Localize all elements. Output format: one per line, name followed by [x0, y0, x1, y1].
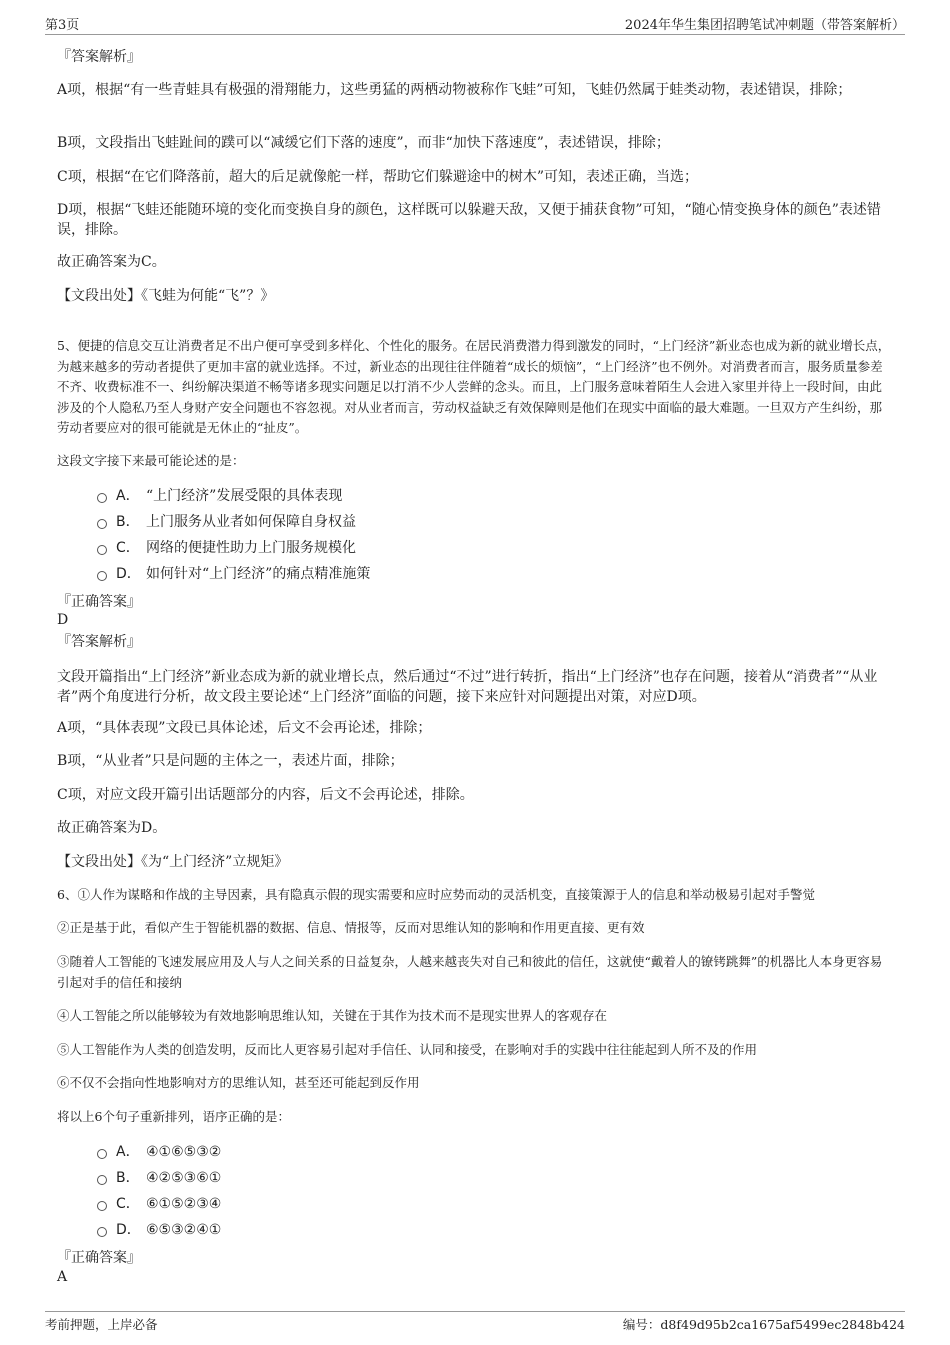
q5-analysis-label: 『答案解析』 — [57, 634, 141, 650]
q5-option-c[interactable]: C． 网络的便捷性助力上门服务规模化 — [97, 538, 356, 558]
document-title: 2024年华生集团招聘笔试冲刺题（带答案解析） — [624, 18, 905, 33]
q6-answer-label: 『正确答案』 — [57, 1250, 141, 1266]
q4-analysis-label: 『答案解析』 — [57, 49, 141, 65]
q5-analysis-a: A项，“具体表现”文段已具体论述，后文不会再论述，排除； — [57, 720, 432, 736]
q4-source: 【文段出处】《飞蛙为何能“飞”？》 — [57, 288, 275, 304]
radio-icon[interactable] — [97, 571, 107, 581]
q6-sentence-6: ⑥不仅不会指向性地影响对方的思维认知，甚至还可能起到反作用 — [57, 1075, 420, 1090]
q4-analysis-d: D项，根据“飞蛙还能随环境的变化而变换自身的颜色，这样既可以躲避天敌，又便于捕获食物”可知，“随心情变换身体的颜色”表述错误，排除。 — [57, 202, 881, 238]
q5-passage: 5、便捷的信息交互让消费者足不出户便可享受到多样化、个性化的服务。在居民消费潜力得到激发的同时，“上门经济”新业态也成为新的就业增长点，为越来越多的劳动者提供了更加丰富的就业选择。不过，新业态的出现往往伴随着“成长的烦恼”，“上门经济”也不例外。对消费者而言，服务质量参差不齐、收费标准不一、纠纷解决渠道不畅等诸多现实问题足以打消不少人尝鲜的念头。而且，上门服务意味着陌生人会进入家里并待上一段时间，由此涉及的个人隐私乃至人身财产安全问题也不容忽视。对从业者而言，劳动权益缺乏有效保障则是他们在现实中面临的最大难题。一旦双方产生纠纷，那劳动者要应对的很可能就是无休止的“扯皮”。 — [57, 338, 891, 435]
page-footer — [45, 1311, 905, 1337]
q5-conclusion: 故正确答案为D。 — [57, 820, 167, 836]
q6-sentence-3: ③随着人工智能的飞速发展应用及人与人之间关系的日益复杂，人越来越丧失对自己和彼此的信任，这就使“戴着人的镣铐跳舞”的机器比人本身更容易引起对手的信任和接纳 — [57, 954, 883, 990]
radio-icon[interactable] — [97, 1175, 107, 1185]
q5-answer: D — [57, 612, 69, 628]
footer-slogan: 考前押题，上岸必备 — [45, 1317, 158, 1332]
radio-icon[interactable] — [97, 545, 107, 555]
q4-analysis-a: A项，根据“有一些青蛙具有极强的滑翔能力，这些勇猛的两栖动物被称作飞蛙”可知，飞蛙仍然属于蛙类动物，表述错误，排除； — [57, 82, 852, 98]
q5-analysis-b: B项，“从业者”只是问题的主体之一，表述片面，排除； — [57, 753, 404, 769]
page-header — [45, 14, 905, 35]
q6-option-b[interactable]: B． ④②⑤③⑥① — [97, 1168, 221, 1188]
q5-option-d[interactable]: D． 如何针对“上门经济”的痛点精准施策 — [97, 564, 370, 584]
q6-sentence-1: 6、①人作为谋略和作战的主导因素，具有隐真示假的现实需要和应时应势而动的灵活机变，直接策源于人的信息和举动极易引起对手警觉 — [57, 887, 815, 902]
q6-option-d[interactable]: D． ⑥⑤③②④① — [97, 1220, 221, 1240]
q6-sentence-4: ④人工智能之所以能够较为有效地影响思维认知，关键在于其作为技术而不是现实世界人的客观存在 — [57, 1008, 608, 1023]
q5-source: 【文段出处】《为“上门经济”立规矩》 — [57, 854, 289, 870]
q4-conclusion: 故正确答案为C。 — [57, 254, 166, 270]
radio-icon[interactable] — [97, 519, 107, 529]
q6-question: 将以上6个句子重新排列，语序正确的是： — [57, 1109, 290, 1124]
page-number: 第3页 — [45, 18, 80, 33]
document-code: 编号：d8f49d95b2ca1675af5499ec2848b424 — [622, 1317, 905, 1332]
radio-icon[interactable] — [97, 1227, 107, 1237]
q6-answer: A — [57, 1269, 68, 1285]
radio-icon[interactable] — [97, 1201, 107, 1211]
q5-question: 这段文字接下来最可能论述的是： — [57, 453, 245, 468]
q5-option-a[interactable]: A． “上门经济”发展受限的具体表现 — [97, 486, 342, 506]
q5-analysis: 文段开篇指出“上门经济”新业态成为新的就业增长点，然后通过“不过”进行转折，指出“上门经济”也存在问题，接着从“消费者”“从业者”两个角度进行分析，故文段主要论述“上门经济”面临的问题，接下来应针对问题提出对策，对应D项。 — [57, 669, 878, 705]
q5-option-b[interactable]: B． 上门服务从业者如何保障自身权益 — [97, 512, 356, 532]
q5-answer-label: 『正确答案』 — [57, 594, 141, 610]
q6-sentence-2: ②正是基于此，看似产生于智能机器的数据、信息、情报等，反而对思维认知的影响和作用更直接、更有效 — [57, 920, 645, 935]
radio-icon[interactable] — [97, 493, 107, 503]
q4-analysis-c: C项，根据“在它们降落前，超大的后足就像舵一样，帮助它们躲避途中的树木”可知，表述正确，当选； — [57, 169, 699, 185]
q5-analysis-c: C项，对应文段开篇引出话题部分的内容，后文不会再论述，排除。 — [57, 787, 474, 803]
q6-sentence-5: ⑤人工智能作为人类的创造发明，反而比人更容易引起对手信任、认同和接受，在影响对手的实践中往往能起到人所不及的作用 — [57, 1042, 758, 1057]
q4-analysis-b: B项，文段指出飞蛙趾间的蹼可以“减缓它们下落的速度”，而非“加快下落速度”，表述错误，排除； — [57, 135, 670, 151]
q6-option-c[interactable]: C． ⑥①⑤②③④ — [97, 1194, 221, 1214]
q6-option-a[interactable]: A． ④①⑥⑤③② — [97, 1142, 221, 1162]
radio-icon[interactable] — [97, 1149, 107, 1159]
